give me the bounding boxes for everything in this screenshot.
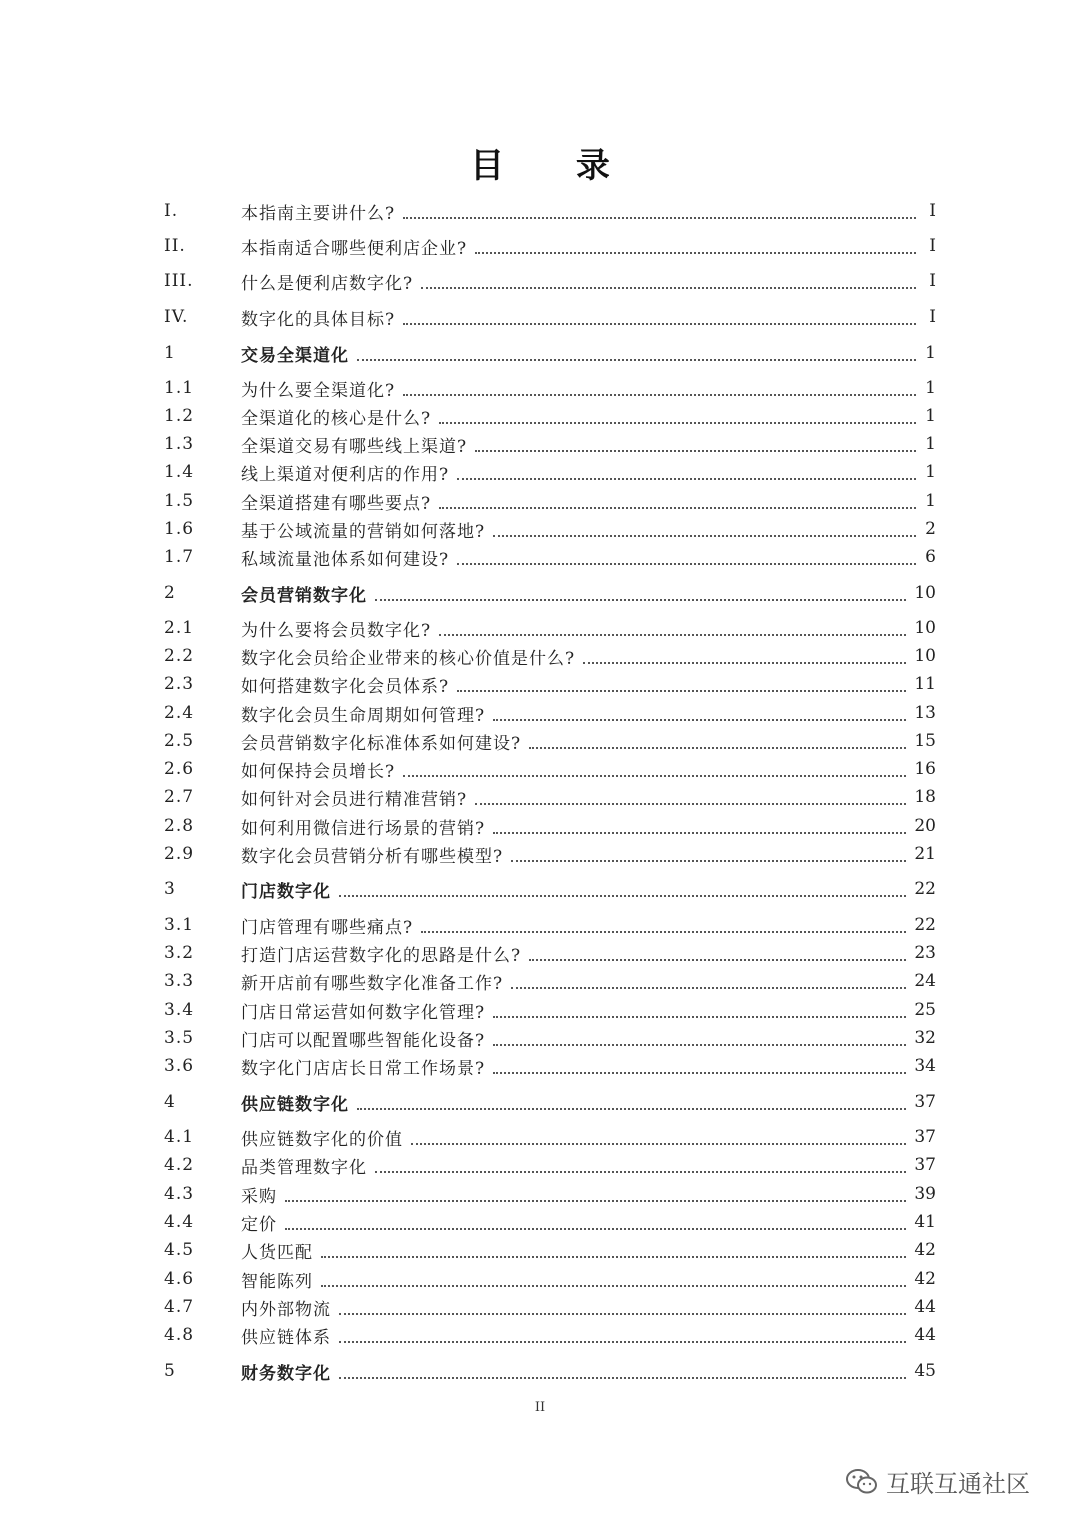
toc-entry-number: 1.7	[164, 547, 195, 567]
toc-entry-title: 打造门店运营数字化的思路是什么?	[241, 945, 522, 966]
toc-leader-dots	[421, 279, 916, 289]
toc-leader-dots	[529, 951, 906, 961]
toc-leader-dots	[583, 654, 906, 664]
toc-entry-page: 16	[914, 759, 936, 779]
toc-leader-dots	[439, 414, 916, 424]
toc-entry-number: 3.3	[164, 971, 195, 991]
toc-entry[interactable]	[164, 1208, 936, 1236]
toc-leader-dots	[285, 1220, 906, 1230]
toc-entry-number: 2.4	[164, 703, 195, 723]
toc-entry-number: 2.7	[164, 787, 195, 807]
toc-entry-title: 为什么要将会员数字化?	[241, 620, 432, 641]
toc-entry-title: 本指南适合哪些便利店企业?	[241, 238, 468, 259]
toc-leader-dots	[403, 315, 916, 325]
toc-entry-number: 4.7	[164, 1297, 195, 1317]
toc-entry[interactable]	[164, 996, 936, 1024]
toc-entry-page: 20	[914, 816, 936, 836]
toc-entry-title: 门店管理有哪些痛点?	[241, 917, 414, 938]
toc-entry-page: I	[929, 201, 936, 221]
toc-entry-page: I	[929, 307, 936, 327]
toc-entry-page: 22	[914, 879, 936, 899]
toc-entry-number: II.	[164, 236, 186, 256]
toc-leader-dots	[421, 923, 906, 933]
toc-entry-page: 37	[914, 1127, 936, 1147]
toc-entry-title: 数字化会员营销分析有哪些模型?	[241, 846, 504, 867]
toc-entry-title: 全渠道化的核心是什么?	[241, 408, 432, 429]
toc-entry-title: 如何保持会员增长?	[241, 761, 396, 782]
toc-entry-number: 1.6	[164, 519, 195, 539]
toc-entry-title: 内外部物流	[241, 1299, 331, 1320]
toc-leader-dots	[493, 527, 916, 537]
toc-entry[interactable]	[164, 267, 936, 295]
toc-leader-dots	[475, 244, 916, 254]
toc-entry[interactable]	[164, 458, 936, 486]
toc-entry-page: 1	[925, 434, 936, 454]
toc-entry-page: 1	[925, 378, 936, 398]
toc-leader-dots	[403, 386, 916, 396]
toc-entry-title: 数字化门店店长日常工作场景?	[241, 1058, 486, 1079]
toc-entry[interactable]	[164, 1293, 936, 1321]
toc-entry-number: 4.8	[164, 1325, 195, 1345]
page-number: II	[534, 1400, 546, 1415]
toc-entry-page: 25	[914, 1000, 936, 1020]
toc-entry[interactable]	[164, 1357, 936, 1385]
toc-entry-title: 本指南主要讲什么?	[241, 203, 396, 224]
toc-entry-page: 1	[925, 343, 936, 363]
toc-entry-title: 财务数字化	[241, 1363, 331, 1384]
toc-entry-number: I.	[164, 201, 179, 221]
toc-entry-page: 44	[914, 1325, 936, 1345]
toc-entry-page: 37	[914, 1155, 936, 1175]
toc-entry-page: 1	[925, 406, 936, 426]
toc-entry-page: 10	[914, 583, 936, 603]
toc-entry[interactable]	[164, 699, 936, 727]
toc-entry-title: 数字化的具体目标?	[241, 309, 396, 330]
toc-entry-number: 1.4	[164, 462, 195, 482]
toc-entry-page: 13	[914, 703, 936, 723]
toc-entry-title: 如何利用微信进行场景的营销?	[241, 818, 486, 839]
toc-leader-dots	[339, 1369, 906, 1379]
toc-entry-page: 10	[914, 618, 936, 638]
toc-leader-dots	[511, 852, 906, 862]
toc-entry-number: 3.1	[164, 915, 195, 935]
toc-entry-page: 11	[914, 674, 936, 694]
toc-entry[interactable]	[164, 1024, 936, 1052]
toc-leader-dots	[493, 1008, 906, 1018]
toc-entry-page: 24	[914, 971, 936, 991]
toc-entry[interactable]	[164, 875, 936, 903]
toc-entry[interactable]	[164, 967, 936, 995]
toc-entry-number: 1.1	[164, 378, 195, 398]
toc-entry[interactable]	[164, 430, 936, 458]
toc-leader-dots	[457, 470, 916, 480]
toc-entry-title: 供应链数字化的价值	[241, 1129, 403, 1150]
toc-leader-dots	[457, 555, 916, 565]
toc-leader-dots	[403, 209, 916, 219]
toc-entry[interactable]	[164, 487, 936, 515]
toc-entry-number: 4.3	[164, 1184, 195, 1204]
toc-entry-number: 2	[164, 583, 176, 603]
toc-leader-dots	[529, 739, 906, 749]
toc-entry-page: 39	[914, 1184, 936, 1204]
toc-entry-title: 新开店前有哪些数字化准备工作?	[241, 973, 504, 994]
toc-entry[interactable]	[164, 339, 936, 367]
toc-entry[interactable]	[164, 543, 936, 571]
toc-entry-number: 4.6	[164, 1269, 195, 1289]
toc-entry-page: 32	[914, 1028, 936, 1048]
toc-leader-dots	[357, 351, 916, 361]
toc-entry-page: 42	[914, 1269, 936, 1289]
toc-entry-number: 4.5	[164, 1240, 195, 1260]
toc-leader-dots	[321, 1248, 906, 1258]
toc-entry-page: 21	[914, 844, 936, 864]
toc-entry-number: 1.2	[164, 406, 195, 426]
toc-leader-dots	[475, 442, 916, 452]
toc-entry-page: 37	[914, 1092, 936, 1112]
toc-leader-dots	[375, 1163, 906, 1173]
toc-entry[interactable]	[164, 579, 936, 607]
toc-leader-dots	[493, 711, 906, 721]
toc-entry[interactable]	[164, 670, 936, 698]
toc-entry-title: 门店日常运营如何数字化管理?	[241, 1002, 486, 1023]
toc-leader-dots	[375, 591, 906, 601]
wechat-logo-icon	[846, 1468, 878, 1496]
toc-entry-page: 10	[914, 646, 936, 666]
toc-leader-dots	[321, 1277, 906, 1287]
toc-entry-title: 全渠道搭建有哪些要点?	[241, 493, 432, 514]
toc-entry-title: 私域流量池体系如何建设?	[241, 549, 450, 570]
toc-entry[interactable]	[164, 515, 936, 543]
toc-leader-dots	[493, 824, 906, 834]
toc-entry-title: 交易全渠道化	[241, 345, 349, 366]
toc-entry-page: 1	[925, 462, 936, 482]
toc-entry[interactable]	[164, 614, 936, 642]
toc-entry[interactable]	[164, 1236, 936, 1264]
toc-entry-title: 为什么要全渠道化?	[241, 380, 396, 401]
toc-entry-number: 5	[164, 1361, 176, 1381]
toc-entry-number: 2.5	[164, 731, 195, 751]
toc-entry[interactable]	[164, 1321, 936, 1349]
toc-leader-dots	[285, 1192, 906, 1202]
toc-entry-page: I	[929, 271, 936, 291]
toc-entry-number: 3	[164, 879, 176, 899]
toc-entry-page: 41	[914, 1212, 936, 1232]
toc-entry-number: III.	[164, 271, 194, 291]
page-title: 目 录	[470, 146, 640, 186]
toc-entry[interactable]	[164, 755, 936, 783]
watermark	[846, 1464, 1030, 1499]
toc-entry-title: 全渠道交易有哪些线上渠道?	[241, 436, 468, 457]
toc-entry-number: 3.6	[164, 1056, 195, 1076]
toc-entry-number: 3.4	[164, 1000, 195, 1020]
toc-entry-title: 会员营销数字化标准体系如何建设?	[241, 733, 522, 754]
toc-entry-number: 3.2	[164, 943, 195, 963]
toc-leader-dots	[339, 1305, 906, 1315]
toc-leader-dots	[403, 767, 906, 777]
toc-entry-number: 1.5	[164, 491, 195, 511]
toc-entry-title: 品类管理数字化	[241, 1157, 367, 1178]
toc-entry-title: 数字化会员给企业带来的核心价值是什么?	[241, 648, 576, 669]
toc-entry-number: 2.1	[164, 618, 195, 638]
toc-entry[interactable]	[164, 1265, 936, 1293]
toc-entry-page: 22	[914, 915, 936, 935]
toc-entry-title: 定价	[241, 1214, 277, 1235]
toc-entry-number: 3.5	[164, 1028, 195, 1048]
toc-entry[interactable]	[164, 783, 936, 811]
toc-entry-title: 如何搭建数字化会员体系?	[241, 676, 450, 697]
toc-leader-dots	[439, 499, 916, 509]
toc-entry[interactable]	[164, 1052, 936, 1080]
toc-entry-title: 什么是便利店数字化?	[241, 273, 414, 294]
toc-entry[interactable]	[164, 374, 936, 402]
toc-entry-number: 2.8	[164, 816, 195, 836]
toc-entry[interactable]	[164, 812, 936, 840]
toc-leader-dots	[357, 1100, 906, 1110]
toc-entry-number: 2.3	[164, 674, 195, 694]
toc-entry-number: 4.2	[164, 1155, 195, 1175]
toc-entry-number: 4.1	[164, 1127, 195, 1147]
toc-entry-page: 34	[914, 1056, 936, 1076]
toc-entry-title: 会员营销数字化	[241, 585, 367, 606]
toc-entry[interactable]	[164, 911, 936, 939]
toc-entry[interactable]	[164, 939, 936, 967]
toc-leader-dots	[411, 1135, 906, 1145]
toc-entry[interactable]	[164, 1151, 936, 1179]
toc-entry-title: 采购	[241, 1186, 277, 1207]
toc-entry-number: 2.2	[164, 646, 195, 666]
toc-entry[interactable]	[164, 303, 936, 331]
toc-entry-title: 如何针对会员进行精准营销?	[241, 789, 468, 810]
toc-entry-page: 15	[914, 731, 936, 751]
toc-entry[interactable]	[164, 727, 936, 755]
toc-entry-page: 44	[914, 1297, 936, 1317]
toc-leader-dots	[339, 1333, 906, 1343]
toc-entry-title: 人货匹配	[241, 1242, 313, 1263]
toc-entry-number: 2.6	[164, 759, 195, 779]
toc-leader-dots	[511, 979, 906, 989]
toc-entry-page: 42	[914, 1240, 936, 1260]
watermark-text: 互联互通社区	[886, 1470, 1030, 1498]
toc-entry-page: 23	[914, 943, 936, 963]
toc-entry[interactable]	[164, 840, 936, 868]
toc-leader-dots	[439, 626, 906, 636]
toc-entry[interactable]	[164, 1123, 936, 1151]
toc-entry[interactable]	[164, 402, 936, 430]
toc-entry-page: 45	[914, 1361, 936, 1381]
toc-entry-title: 门店数字化	[241, 881, 331, 902]
toc-entry-number: 2.9	[164, 844, 195, 864]
toc-entry-page: 1	[925, 491, 936, 511]
toc-leader-dots	[493, 1036, 906, 1046]
toc-entry-number: 4	[164, 1092, 176, 1112]
toc-leader-dots	[493, 1064, 906, 1074]
toc-entry-title: 供应链数字化	[241, 1094, 349, 1115]
toc-entry-title: 门店可以配置哪些智能化设备?	[241, 1030, 486, 1051]
toc-entry-number: 1.3	[164, 434, 195, 454]
toc-entry-number: 1	[164, 343, 176, 363]
toc-entry-title: 线上渠道对便利店的作用?	[241, 464, 450, 485]
toc-entry-page: I	[929, 236, 936, 256]
toc-entry-title: 智能陈列	[241, 1271, 313, 1292]
toc-leader-dots	[457, 682, 906, 692]
toc-entry[interactable]	[164, 642, 936, 670]
toc-entry[interactable]	[164, 232, 936, 260]
toc-entry[interactable]	[164, 1088, 936, 1116]
toc-entry[interactable]	[164, 1180, 936, 1208]
toc-leader-dots	[339, 887, 906, 897]
toc-entry-number: IV.	[164, 307, 189, 327]
toc-leader-dots	[475, 795, 906, 805]
toc-entry[interactable]	[164, 197, 936, 225]
toc-entry-title: 数字化会员生命周期如何管理?	[241, 705, 486, 726]
toc-entry-page: 18	[914, 787, 936, 807]
toc-entry-title: 供应链体系	[241, 1327, 331, 1348]
toc-entry-number: 4.4	[164, 1212, 195, 1232]
toc-entry-page: 2	[925, 519, 936, 539]
toc-entry-page: 6	[925, 547, 936, 567]
toc-entry-title: 基于公域流量的营销如何落地?	[241, 521, 486, 542]
